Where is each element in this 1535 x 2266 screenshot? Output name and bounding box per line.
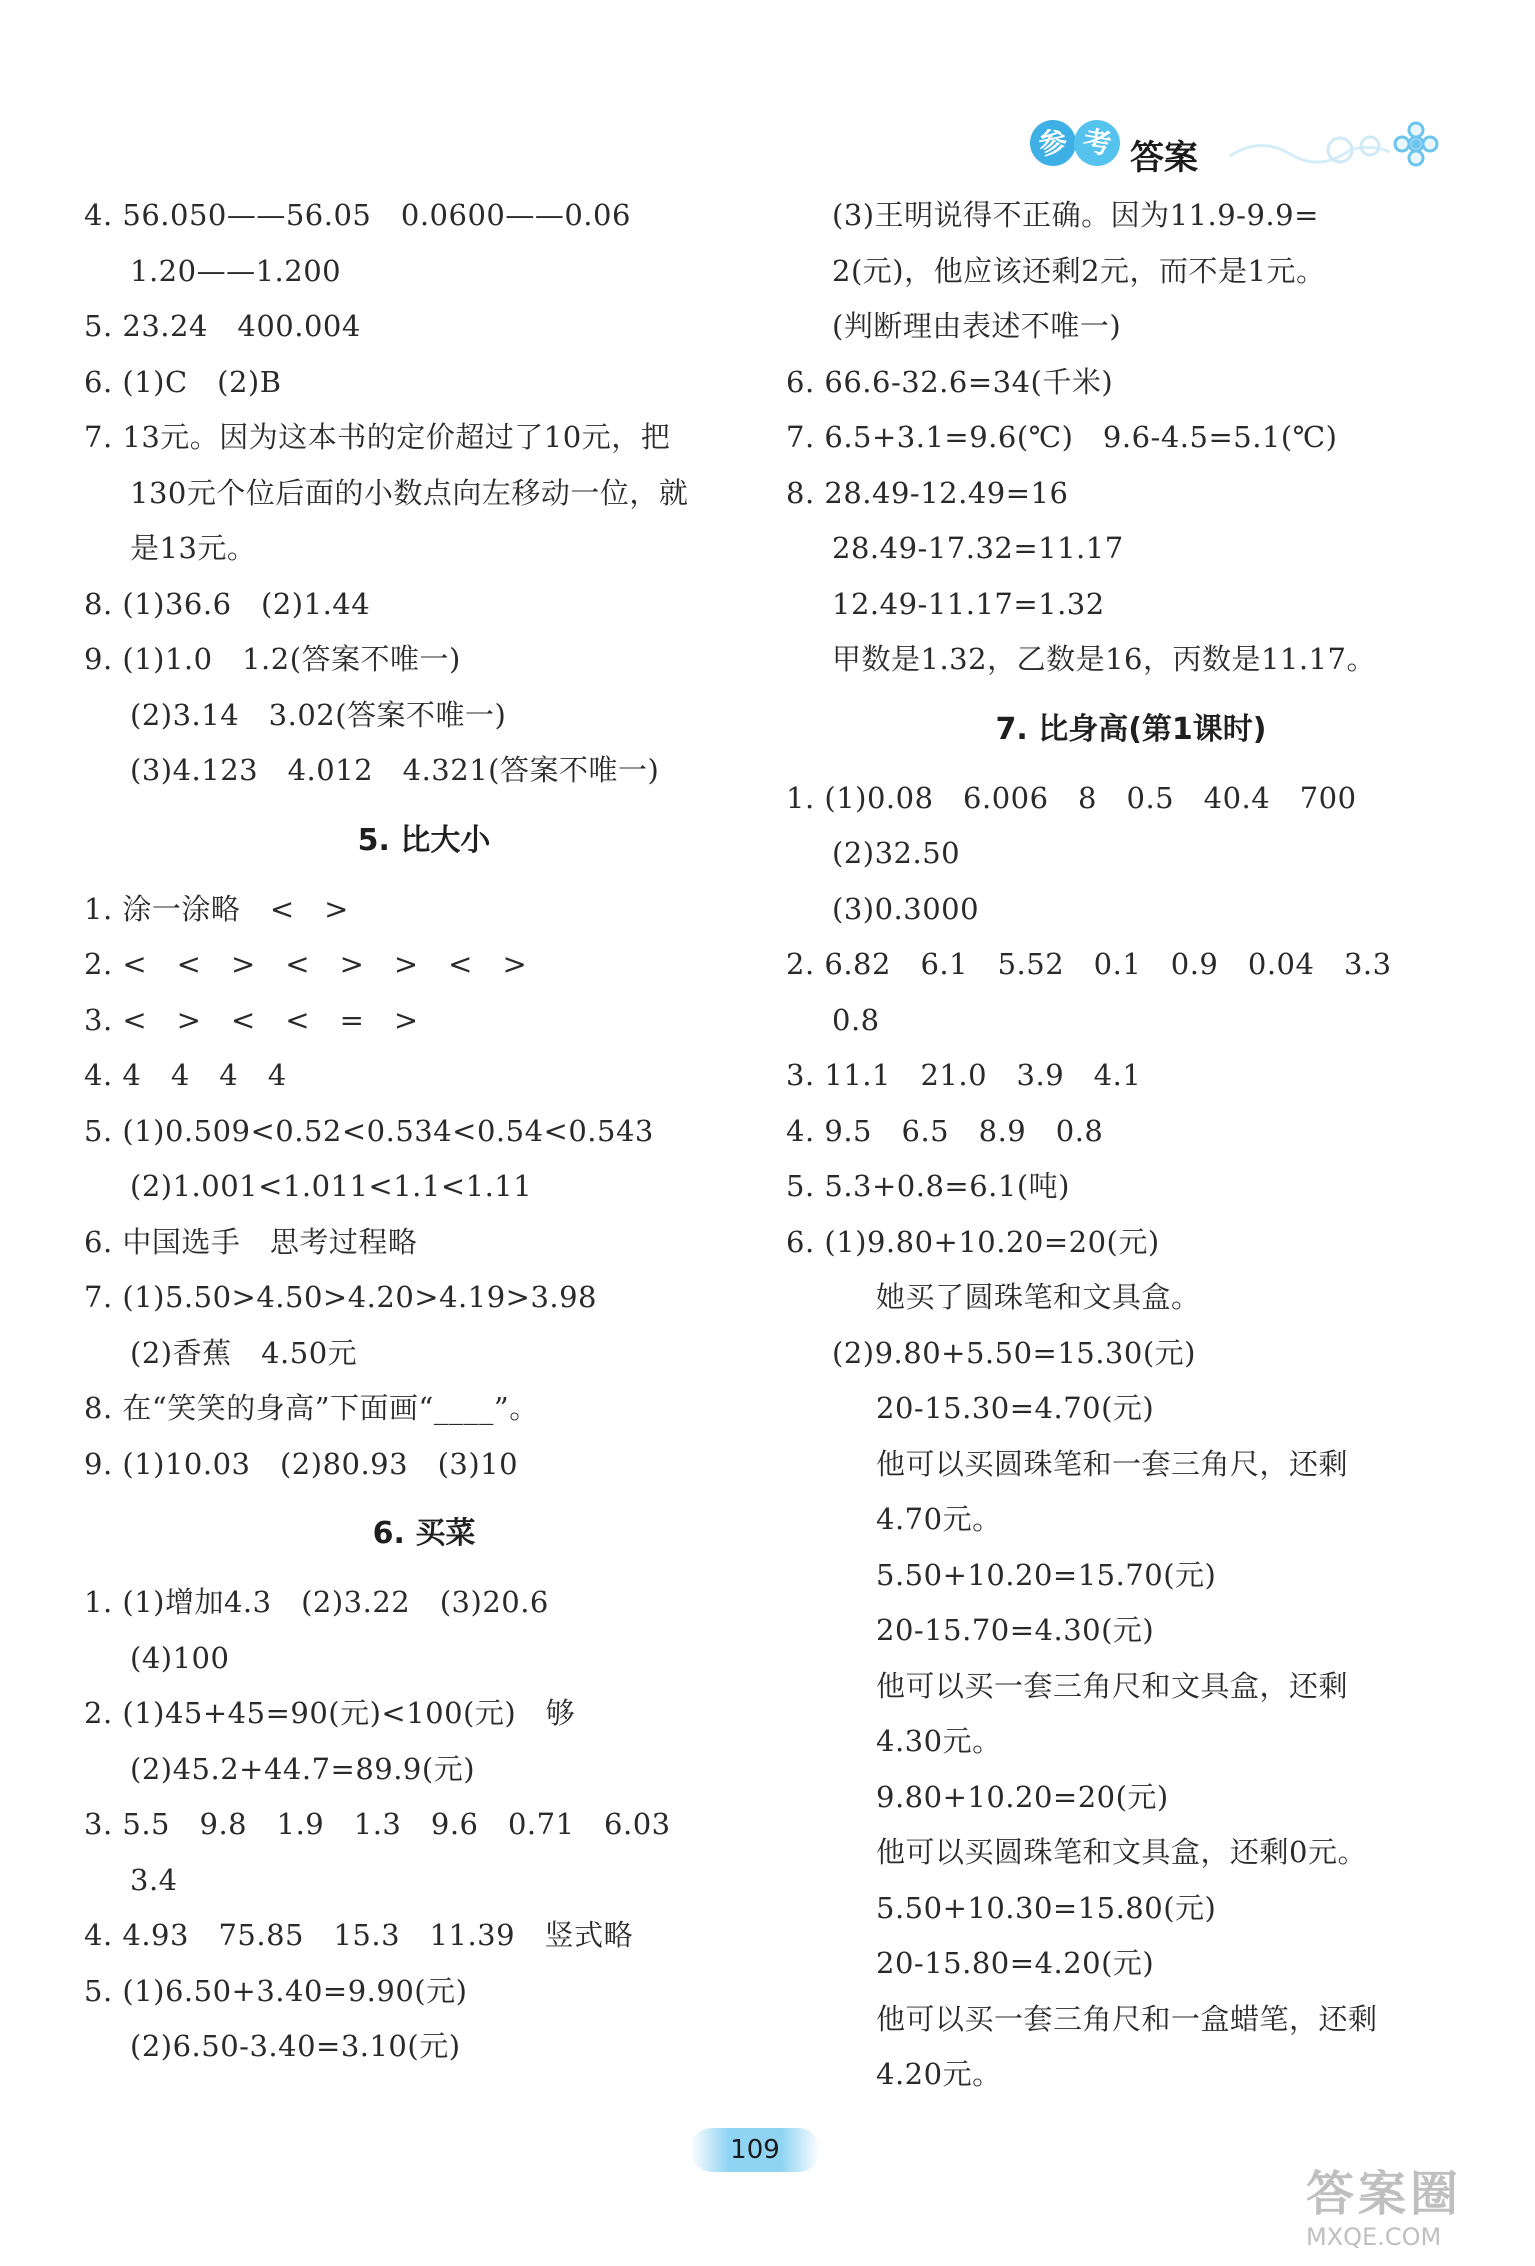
answer-line: 甲数是1.32，乙数是16，丙数是11.17。	[832, 642, 1376, 676]
left-column	[84, 188, 764, 2075]
section-title: 6. 买菜	[372, 1516, 476, 1551]
watermark-site: MXQE.COM	[1306, 2223, 1442, 2251]
answer-line: 他可以买圆珠笔和一套三角尺，还剩	[876, 1446, 1349, 1481]
answer-line: 4.70元。	[876, 1502, 1002, 1536]
answer-line: 1. (1)增加4.3 (2)3.22 (3)20.6	[84, 1585, 549, 1619]
answer-line: 5. (1)6.50+3.40=9.90(元)	[84, 1973, 468, 2008]
answer-line: (2)6.50-3.40=3.10(元)	[130, 2029, 461, 2063]
answer-line: 4. 56.050——56.05 0.0600——0.06	[84, 198, 631, 232]
answer-line: 6. 66.6-32.6=34(千米)	[786, 364, 1114, 399]
answer-line: 20-15.80=4.20(元)	[876, 1946, 1155, 1980]
answer-line: 9.80+10.20=20(元)	[876, 1779, 1169, 1814]
answer-line: 1. 涂一涂略 < >	[84, 891, 349, 926]
answer-line: (3)王明说得不正确。因为11.9-9.9=	[832, 198, 1319, 232]
badge-title: 答案	[1130, 138, 1198, 178]
answer-line: 3.4	[130, 1862, 178, 1897]
badge-char-2: 考	[1070, 116, 1123, 169]
answer-line: 8. (1)36.6 (2)1.44	[84, 586, 371, 621]
answer-line: 5. 5.3+0.8=6.1(吨)	[786, 1169, 1070, 1203]
answer-line: 他可以买一套三角尺和文具盒，还剩	[876, 1668, 1349, 1703]
answer-line: 4. 4 4 4 4	[84, 1058, 287, 1092]
answer-line: (2)1.001<1.011<1.1<1.11	[130, 1169, 533, 1203]
answer-line: 是13元。	[130, 531, 257, 565]
answer-line: 4.30元。	[876, 1724, 1002, 1758]
answer-line: 7. (1)5.50>4.50>4.20>4.19>3.98	[84, 1280, 598, 1314]
watermark	[1306, 2166, 1526, 2262]
answer-line: 1.20——1.200	[130, 253, 342, 288]
answer-line: 5. (1)0.509<0.52<0.534<0.54<0.543	[84, 1113, 654, 1148]
answer-line: 1. (1)0.08 6.006 8 0.5 40.4 700	[786, 780, 1357, 815]
answer-line: 12.49-11.17=1.32	[832, 586, 1105, 621]
answer-line: (2)32.50	[832, 836, 961, 870]
answer-line: 9. (1)10.03 (2)80.93 (3)10	[84, 1446, 519, 1481]
page-number: 109	[690, 2128, 820, 2172]
answer-line: 20-15.30=4.70(元)	[876, 1391, 1155, 1425]
answer-line: (2)9.80+5.50=15.30(元)	[832, 1335, 1196, 1370]
answer-line: 4. 9.5 6.5 8.9 0.8	[786, 1113, 1104, 1148]
answer-line: 130元个位后面的小数点向左移动一位，就	[130, 475, 689, 510]
answer-line: 他可以买圆珠笔和文具盒，还剩0元。	[876, 1835, 1367, 1869]
answer-line: 20-15.70=4.30(元)	[876, 1613, 1155, 1647]
answer-line: 6. 中国选手 思考过程略	[84, 1224, 418, 1259]
answer-line: 她买了圆珠笔和文具盒。	[876, 1280, 1201, 1314]
answer-line: (判断理由表述不唯一)	[832, 309, 1122, 343]
right-column	[786, 188, 1476, 2103]
answer-line: 5.50+10.20=15.70(元)	[876, 1557, 1217, 1592]
answer-line: (3)0.3000	[832, 891, 980, 926]
watermark-logo: 答案圈	[1306, 2166, 1463, 2222]
answer-line: 4.20元。	[876, 2057, 1002, 2091]
section-title: 5. 比大小	[357, 822, 491, 858]
answer-line: 4. 4.93 75.85 15.3 11.39 竖式略	[84, 1918, 634, 1952]
answer-line: (3)4.123 4.012 4.321(答案不唯一)	[130, 753, 660, 787]
answer-line: 9. (1)1.0 1.2(答案不唯一)	[84, 642, 461, 676]
section-title: 7. 比身高(第1课时)	[995, 711, 1267, 747]
answer-line: 5. 23.24 400.004	[84, 309, 361, 343]
answer-line: 2(元)，他应该还剩2元，而不是1元。	[832, 253, 1326, 288]
answer-line: 2. 6.82 6.1 5.52 0.1 0.9 0.04 3.3	[786, 947, 1392, 981]
answer-line: 7. 13元。因为这本书的定价超过了10元，把	[84, 420, 671, 454]
answer-line: (2)3.14 3.02(答案不唯一)	[130, 697, 507, 732]
answer-line: 6. (1)C (2)B	[84, 364, 282, 399]
answer-line: 28.49-17.32=11.17	[832, 531, 1124, 565]
answer-line: 7. 6.5+3.1=9.6(℃) 9.6-4.5=5.1(℃)	[786, 420, 1338, 454]
answer-line: 2. < < > < > > < >	[84, 947, 528, 981]
answer-line: 6. (1)9.80+10.20=20(元)	[786, 1224, 1160, 1259]
answer-line: (2)45.2+44.7=89.9(元)	[130, 1751, 476, 1786]
answer-badge	[1030, 112, 1450, 178]
answer-line: 8. 28.49-12.49=16	[786, 475, 1069, 510]
answer-line: 他可以买一套三角尺和一盒蜡笔，还剩	[876, 2001, 1378, 2036]
answer-line: 3. 5.5 9.8 1.9 1.3 9.6 0.71 6.03	[84, 1807, 671, 1841]
answer-line: 5.50+10.30=15.80(元)	[876, 1890, 1217, 1925]
badge-char-1: 参	[1026, 116, 1081, 171]
answer-line: 3. < > < < = >	[84, 1002, 419, 1037]
answer-line: 0.8	[832, 1002, 880, 1037]
decorative-swirl-icon	[1220, 116, 1445, 176]
answer-line: 8. 在“笑笑的身高”下面画“____”。	[84, 1391, 539, 1425]
answer-line: 2. (1)45+45=90(元)<100(元) 够	[84, 1696, 576, 1730]
answer-line: (2)香蕉 4.50元	[130, 1335, 358, 1370]
answer-line: 3. 11.1 21.0 3.9 4.1	[786, 1058, 1142, 1092]
answer-line: (4)100	[130, 1640, 230, 1675]
